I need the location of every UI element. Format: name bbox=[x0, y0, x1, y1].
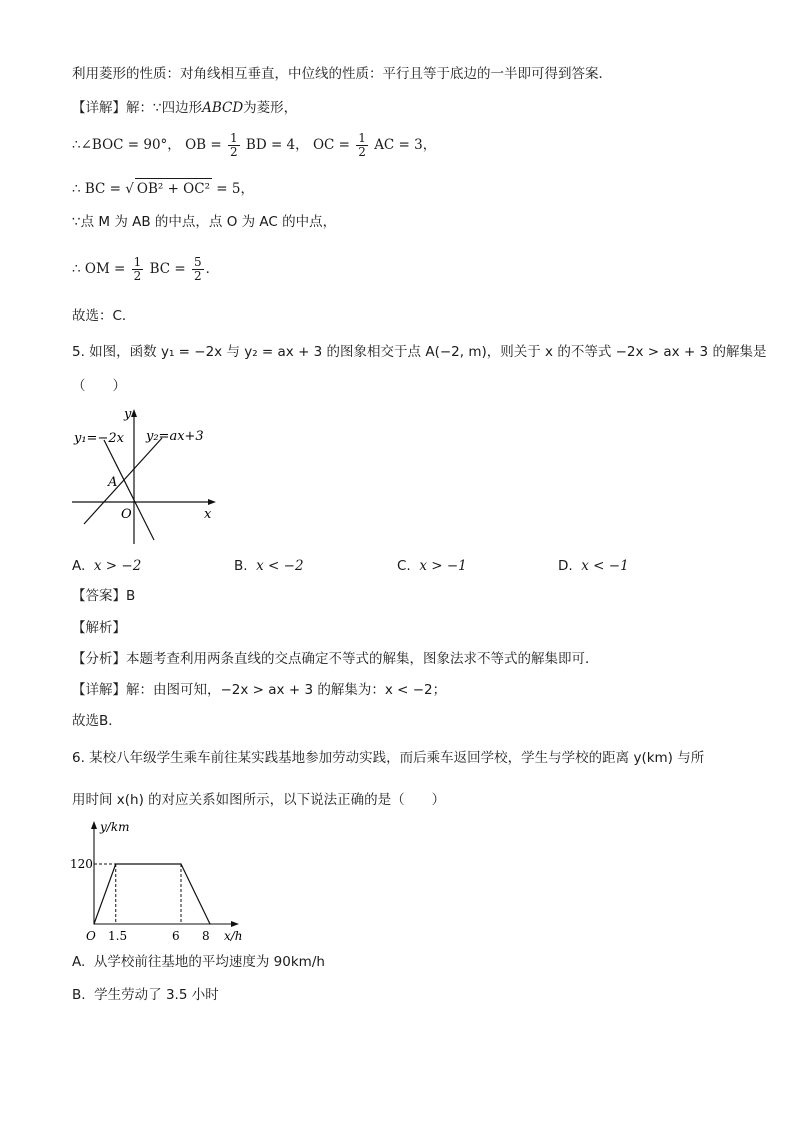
axis-y-label: y bbox=[124, 407, 132, 422]
half-fraction: $\frac{1}{2}$ bbox=[229, 130, 238, 159]
detail-intro: 解：∵四边形 bbox=[126, 100, 203, 116]
distance-line bbox=[94, 864, 210, 924]
data-point bbox=[180, 863, 181, 864]
axis-y-label: y/km bbox=[100, 820, 130, 834]
q5-analysis-tag: 【解析】 bbox=[72, 620, 126, 636]
x-tick-8: 8 bbox=[202, 929, 210, 943]
rhombus-suffix: 为菱形， bbox=[243, 100, 298, 116]
step4-bc: BC = bbox=[149, 261, 186, 277]
half-fraction-2: $\frac{1}{2}$ bbox=[358, 130, 366, 159]
data-point bbox=[93, 923, 94, 924]
q6-option-b[interactable]: B. 学生劳动了 3.5 小时 bbox=[72, 987, 219, 1003]
y-axis-arrow bbox=[131, 409, 137, 417]
half-fraction-3: $\frac{1}{2}$ bbox=[133, 254, 142, 283]
label-y2: y₂=ax+3 bbox=[146, 429, 204, 444]
detail-tag: 【详解】 bbox=[72, 100, 126, 116]
q5-option-b[interactable]: B. x < −2 bbox=[234, 558, 304, 574]
q5-stem: 5. 如图，函数 y₁ = −2x 与 y₂ = ax + 3 的图象相交于点 A(−2, m)，则关于 x 的不等式 −2x > ax + 3 的解集是 bbox=[72, 344, 767, 360]
q6-stem-line1: 6. 某校八年级学生乘车前往某实践基地参加劳动实践，而后乘车返回学校，学生与学校的距离 y(km) 与所 bbox=[72, 750, 705, 766]
step1-ac: AC = 3， bbox=[374, 137, 437, 153]
q6-stem-line2: 用时间 x(h) 的对应关系如图所示，以下说法正确的是（ ） bbox=[72, 792, 446, 808]
axis-x-label: x bbox=[204, 507, 212, 522]
five-halves: $\frac{5}{2}$ bbox=[194, 254, 202, 283]
q6-graph bbox=[68, 816, 248, 946]
q4-step2: ∴ BC = √ OB² + OC² = 5， bbox=[72, 178, 254, 199]
q5-graph bbox=[70, 404, 230, 546]
q5-detail: 【详解】解：由图可知，−2x > ax + 3 的解集为：x < −2； bbox=[72, 682, 447, 698]
y-axis-arrow bbox=[91, 821, 97, 829]
answer-tag: 【答案】 bbox=[72, 588, 126, 604]
q4-detail-line bbox=[72, 98, 297, 118]
y-tick-120: 120 bbox=[70, 857, 93, 871]
x-tick-1.5: 1.5 bbox=[108, 929, 128, 943]
x-axis-arrow bbox=[208, 499, 216, 505]
q6-option-a[interactable]: A. 从学校前往基地的平均速度为 90km/h bbox=[72, 954, 325, 970]
step1-bd: BD = 4， bbox=[245, 137, 309, 153]
label-y1: y₁=−2x bbox=[74, 431, 124, 446]
q5-answer bbox=[72, 586, 135, 606]
origin-label: O bbox=[86, 929, 96, 943]
x-axis-arrow bbox=[231, 921, 239, 927]
step1-angle: ∴∠BOC = 90°， bbox=[72, 137, 181, 153]
x-tick-6: 6 bbox=[172, 929, 180, 943]
step4-om: ∴ OM = bbox=[72, 261, 126, 277]
step1-oc: OC = bbox=[312, 137, 350, 153]
q5-choice: 故选B． bbox=[72, 713, 122, 729]
q4-choice: 故选：C． bbox=[72, 308, 136, 324]
data-point bbox=[209, 923, 210, 924]
data-point bbox=[115, 863, 116, 864]
axis-x-label: x/h bbox=[224, 929, 243, 943]
step2-sqrt: OB² + OC² bbox=[135, 178, 212, 199]
rhombus-name: ABCD bbox=[202, 100, 244, 116]
step1-ob: OB = bbox=[185, 137, 222, 153]
step2-bc: ∴ BC = bbox=[72, 181, 121, 197]
q4-step1 bbox=[72, 130, 436, 160]
origin-label: O bbox=[121, 507, 132, 522]
q4-step3: ∵点 M 为 AB 的中点，点 O 为 AC 的中点， bbox=[72, 214, 337, 230]
point-a-label: A bbox=[108, 475, 118, 490]
q5-option-a[interactable]: A. x > −2 bbox=[72, 558, 142, 574]
q5-option-c[interactable]: C. x > −1 bbox=[397, 558, 467, 574]
q5-option-d[interactable]: D. x < −1 bbox=[558, 558, 629, 574]
q4-step4: ∴ OM = $\frac{1}{2}$ BC = $\frac{5}{2}$ ． bbox=[72, 254, 220, 283]
q5-analysis: 【分析】本题考查利用两条直线的交点确定不等式的解集，图象法求不等式的解集即可． bbox=[72, 651, 599, 667]
q5-paren: （ ） bbox=[72, 378, 126, 394]
answer-value: B bbox=[126, 588, 136, 604]
step2-result: = 5， bbox=[216, 181, 254, 197]
q4-hint: 利用菱形的性质：对角线相互垂直，中位线的性质：平行且等于底边的一半即可得到答案． bbox=[72, 66, 612, 82]
